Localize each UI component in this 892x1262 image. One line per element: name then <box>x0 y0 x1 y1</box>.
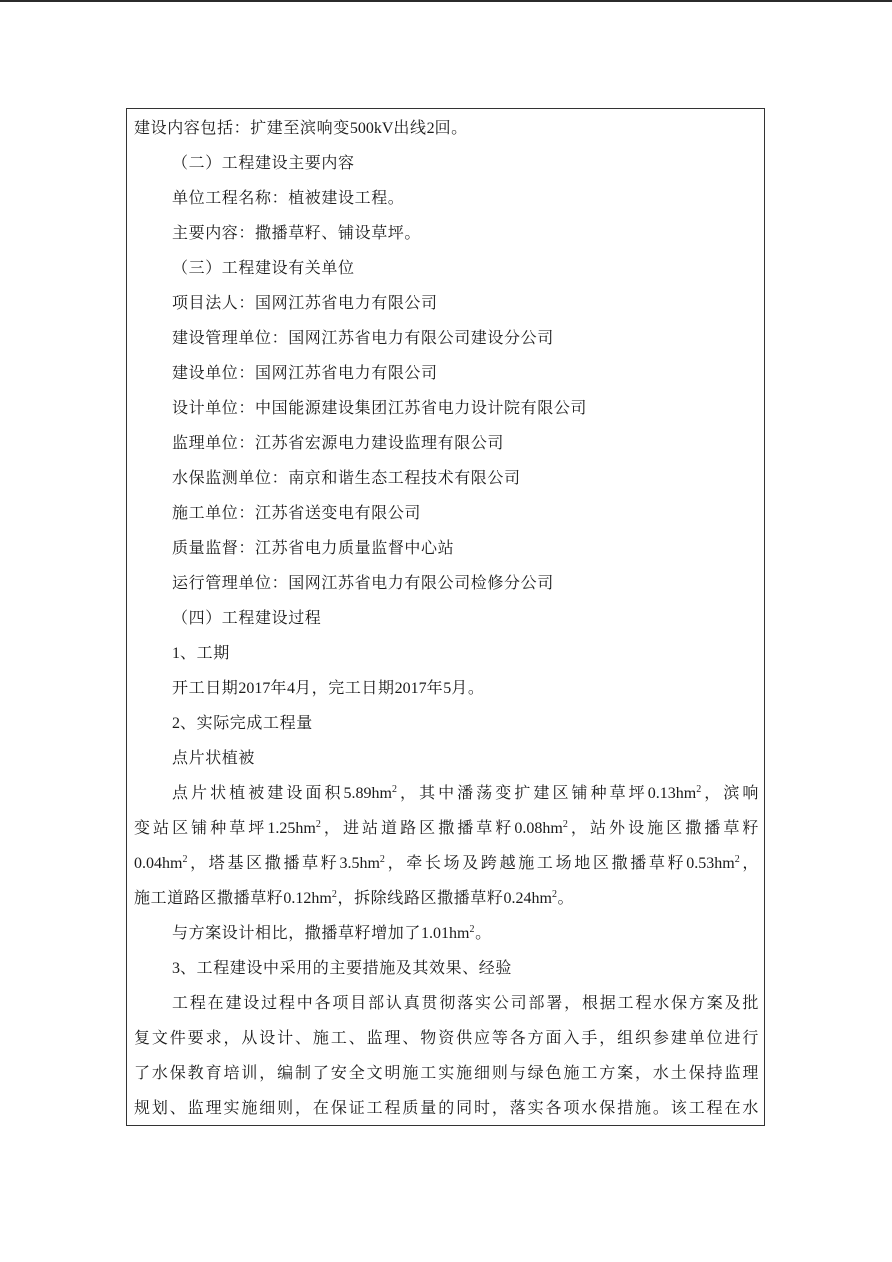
item2-title: 2、实际完成工程量 <box>172 713 313 732</box>
unit-value: 江苏省电力质量监督中心站 <box>255 538 455 557</box>
end-label: 完工日期 <box>328 678 395 697</box>
unit-soil-monitoring <box>172 468 759 488</box>
scope-line: 建设内容包括：扩建至滨响变500kV出线2回。 <box>134 118 468 137</box>
unit-value: 国网江苏省电力有限公司 <box>255 363 438 382</box>
unit-contractor <box>172 503 759 523</box>
unit-value: 江苏省送变电有限公司 <box>255 503 422 522</box>
schedule-line <box>172 678 759 699</box>
measures-line-4: 规划、监理实施细则，在保证工程质量的同时，落实各项水保措施。该工程在水 <box>134 1098 759 1117</box>
section2-title: （二）工程建设主要内容 <box>172 153 355 172</box>
unit-label: 项目法人： <box>172 293 256 312</box>
veg-para-line-3: $0.04hm^2$，塔基区撒播草籽$3.5hm^2$，牵长场及跨越施工场地区撒播草籽$0.53hm^2$， <box>134 853 759 872</box>
unit-value: 国网江苏省电力有限公司 <box>255 293 438 312</box>
unit-label: 质量监督： <box>172 538 256 557</box>
section4-title: （四）工程建设过程 <box>172 608 322 627</box>
unit-quality-supervision <box>172 538 759 558</box>
unit-value: 国网江苏省电力有限公司建设分公司 <box>288 328 554 347</box>
item1-title: 1、工期 <box>172 643 230 662</box>
veg-para-line-4: 施工道路区撒播草籽$0.12hm^2$，拆除线路区撒播草籽$0.24hm^2$。 <box>134 888 575 907</box>
unit-design <box>172 398 759 418</box>
veg-para-line-2: 变站区铺种草坪$1.25hm^2$，进站道路区撒播草籽$0.08hm^2$，站外设施区撒播草籽 <box>134 818 759 837</box>
unit-label: 设计单位： <box>172 398 256 417</box>
unit-value: 中国能源建设集团江苏省电力设计院有限公司 <box>255 398 588 417</box>
schedule-separator: ， <box>311 678 329 697</box>
unit-construction-owner <box>172 363 759 383</box>
veg-subtitle: 点片状植被 <box>172 748 256 767</box>
section3-title: （三）工程建设有关单位 <box>172 258 355 277</box>
unit-label: 运行管理单位： <box>172 573 289 592</box>
start-label: 开工日期 <box>172 678 239 697</box>
unit-operation-management <box>172 573 759 593</box>
unit-label: 水保监测单位： <box>172 468 289 487</box>
page-top-rule <box>0 0 892 2</box>
item3-title: 3、工程建设中采用的主要措施及其效果、经验 <box>172 958 513 977</box>
end-value: 2017年5月 <box>394 678 468 697</box>
start-value: 2017年4月 <box>238 678 312 697</box>
unit-construction-management <box>172 328 759 348</box>
unit-legal-person <box>172 293 759 313</box>
schedule-period: 。 <box>467 678 485 697</box>
unit-project-name: 单位工程名称：植被建设工程。 <box>172 188 405 207</box>
veg-para-line-1: 点片状植被建设面积$5.89hm^2$，其中潘荡变扩建区铺种草坪$0.13hm^2$，滨响 <box>172 783 759 802</box>
unit-value: 国网江苏省电力有限公司检修分公司 <box>288 573 554 592</box>
unit-label: 建设单位： <box>172 363 256 382</box>
measures-line-3: 了水保教育培训，编制了安全文明施工实施细则与绿色施工方案，水土保持监理 <box>134 1063 759 1082</box>
unit-label: 建设管理单位： <box>172 328 289 347</box>
unit-supervision <box>172 433 759 453</box>
measures-line-1: 工程在建设过程中各项目部认真贯彻落实公司部署，根据工程水保方案及批 <box>172 993 759 1012</box>
unit-label: 监理单位： <box>172 433 256 452</box>
comparison-line: 与方案设计相比，撒播草籽增加了$1.01hm^2$。 <box>172 923 492 942</box>
main-content: 主要内容：撒播草籽、铺设草坪。 <box>172 223 422 242</box>
measures-line-2: 复文件要求，从设计、施工、监理、物资供应等各方面入手，组织参建单位进行 <box>134 1028 759 1047</box>
unit-label: 施工单位： <box>172 503 256 522</box>
unit-value: 南京和谐生态工程技术有限公司 <box>288 468 521 487</box>
unit-value: 江苏省宏源电力建设监理有限公司 <box>255 433 505 452</box>
